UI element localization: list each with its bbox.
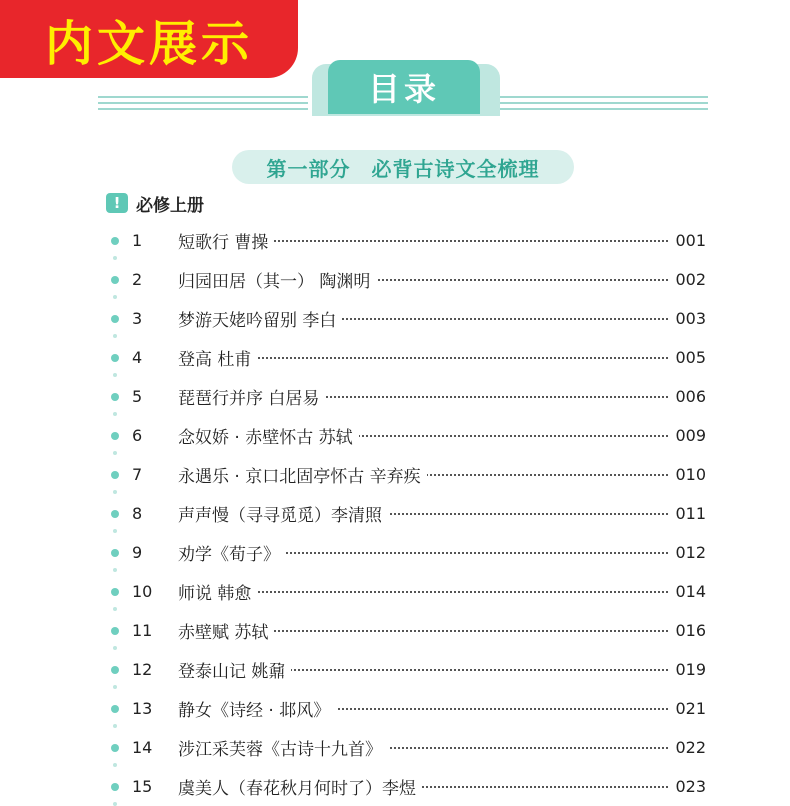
toc-entry-page: 002 xyxy=(668,270,706,289)
toc-entry-number: 7 xyxy=(132,465,143,484)
page-title-tab xyxy=(328,60,480,114)
toc-entry[interactable] xyxy=(106,338,710,377)
toc-entry-title: 永遇乐 · 京口北固亭怀古 辛弃疾 xyxy=(178,462,427,487)
toc-entry-title: 登泰山记 姚鼐 xyxy=(178,657,291,682)
bullet-dot-icon xyxy=(111,237,119,245)
bullet-dot-icon xyxy=(111,393,119,401)
section-title: 必修上册 xyxy=(136,195,204,216)
toc-entry-page: 023 xyxy=(668,777,706,796)
toc-entry-number: 5 xyxy=(132,387,143,406)
bullet-dot-icon xyxy=(111,549,119,557)
toc-entry-number: 11 xyxy=(132,621,153,640)
toc-entry-title: 劝学《荀子》 xyxy=(178,540,286,565)
toc-entry[interactable] xyxy=(106,728,710,767)
toc-entry-number: 13 xyxy=(132,699,153,718)
promo-badge xyxy=(0,0,298,78)
part-heading-label: 第一部分 必背古诗文全梳理 xyxy=(266,156,540,181)
toc-entry-title: 声声慢（寻寻觅觅）李清照 xyxy=(178,501,388,526)
toc-entry-page: 012 xyxy=(668,543,706,562)
toc-entry-number: 6 xyxy=(132,426,143,445)
page-title: 目录 xyxy=(367,70,440,108)
section-heading xyxy=(106,192,204,214)
toc-entry[interactable] xyxy=(106,689,710,728)
toc-entry-number: 8 xyxy=(132,504,143,523)
toc-entry[interactable] xyxy=(106,572,710,611)
bullet-dot-icon xyxy=(111,432,119,440)
toc-entry-page: 005 xyxy=(668,348,706,367)
toc-entry[interactable] xyxy=(106,650,710,689)
bullet-dot-icon xyxy=(111,627,119,635)
toc-entry-number: 3 xyxy=(132,309,143,328)
toc-entry[interactable] xyxy=(106,260,710,299)
bullet-dot-icon xyxy=(111,276,119,284)
toc-entry[interactable] xyxy=(106,611,710,650)
bullet-dot-icon xyxy=(111,744,119,752)
toc-entry-number: 15 xyxy=(132,777,153,796)
bullet-dot-icon xyxy=(111,354,119,362)
toc-entry-number: 12 xyxy=(132,660,153,679)
exclamation-icon: ! xyxy=(106,193,128,213)
toc-entry-page: 016 xyxy=(668,621,706,640)
toc-entry-page: 010 xyxy=(668,465,706,484)
toc-entry-title: 琵琶行并序 白居易 xyxy=(178,384,325,409)
toc-entry-page: 019 xyxy=(668,660,706,679)
bullet-connector-dot xyxy=(113,802,117,806)
bullet-dot-icon xyxy=(111,471,119,479)
toc-entry[interactable] xyxy=(106,221,710,260)
toc-entry-number: 2 xyxy=(132,270,143,289)
toc-entry[interactable] xyxy=(106,533,710,572)
toc-entry[interactable] xyxy=(106,416,710,455)
toc-entry-number: 10 xyxy=(132,582,153,601)
toc-entry-page: 009 xyxy=(668,426,706,445)
toc-entry[interactable] xyxy=(106,299,710,338)
toc-entry-number: 1 xyxy=(132,231,143,250)
bullet-dot-icon xyxy=(111,705,119,713)
title-decor-lines-right xyxy=(500,96,708,112)
toc-entry-number: 14 xyxy=(132,738,153,757)
toc-entry[interactable] xyxy=(106,377,710,416)
toc-entry-page: 001 xyxy=(668,231,706,250)
toc-entry-title: 虞美人（春花秋月何时了）李煜 xyxy=(178,774,422,799)
promo-badge-label: 内文展示 xyxy=(44,15,253,72)
toc-entry[interactable] xyxy=(106,494,710,533)
toc-entry-title: 涉江采芙蓉《古诗十九首》 xyxy=(178,735,388,760)
toc-entry-page: 021 xyxy=(668,699,706,718)
toc-entry[interactable] xyxy=(106,767,710,806)
bullet-dot-icon xyxy=(111,666,119,674)
toc-entry-page: 022 xyxy=(668,738,706,757)
bullet-dot-icon xyxy=(111,510,119,518)
table-of-contents xyxy=(106,221,710,806)
toc-entry-title: 赤壁赋 苏轼 xyxy=(178,618,274,643)
toc-entry-title: 归园田居（其一） 陶渊明 xyxy=(178,267,376,292)
toc-entry-number: 4 xyxy=(132,348,143,367)
toc-entry-title: 念奴娇 · 赤壁怀古 苏轼 xyxy=(178,423,359,448)
toc-entry-title: 短歌行 曹操 xyxy=(178,228,274,253)
toc-entry-page: 006 xyxy=(668,387,706,406)
toc-entry-page: 014 xyxy=(668,582,706,601)
toc-entry-title: 登高 杜甫 xyxy=(178,345,257,370)
bullet-dot-icon xyxy=(111,315,119,323)
toc-entry-page: 011 xyxy=(668,504,706,523)
part-heading xyxy=(232,150,574,184)
toc-entry-title: 师说 韩愈 xyxy=(178,579,257,604)
toc-entry-title: 静女《诗经 · 邶风》 xyxy=(178,696,336,721)
title-decor-lines-left xyxy=(98,96,308,112)
toc-entry[interactable] xyxy=(106,455,710,494)
toc-entry-page: 003 xyxy=(668,309,706,328)
toc-entry-title: 梦游天姥吟留别 李白 xyxy=(178,306,342,331)
bullet-dot-icon xyxy=(111,588,119,596)
toc-entry-number: 9 xyxy=(132,543,143,562)
